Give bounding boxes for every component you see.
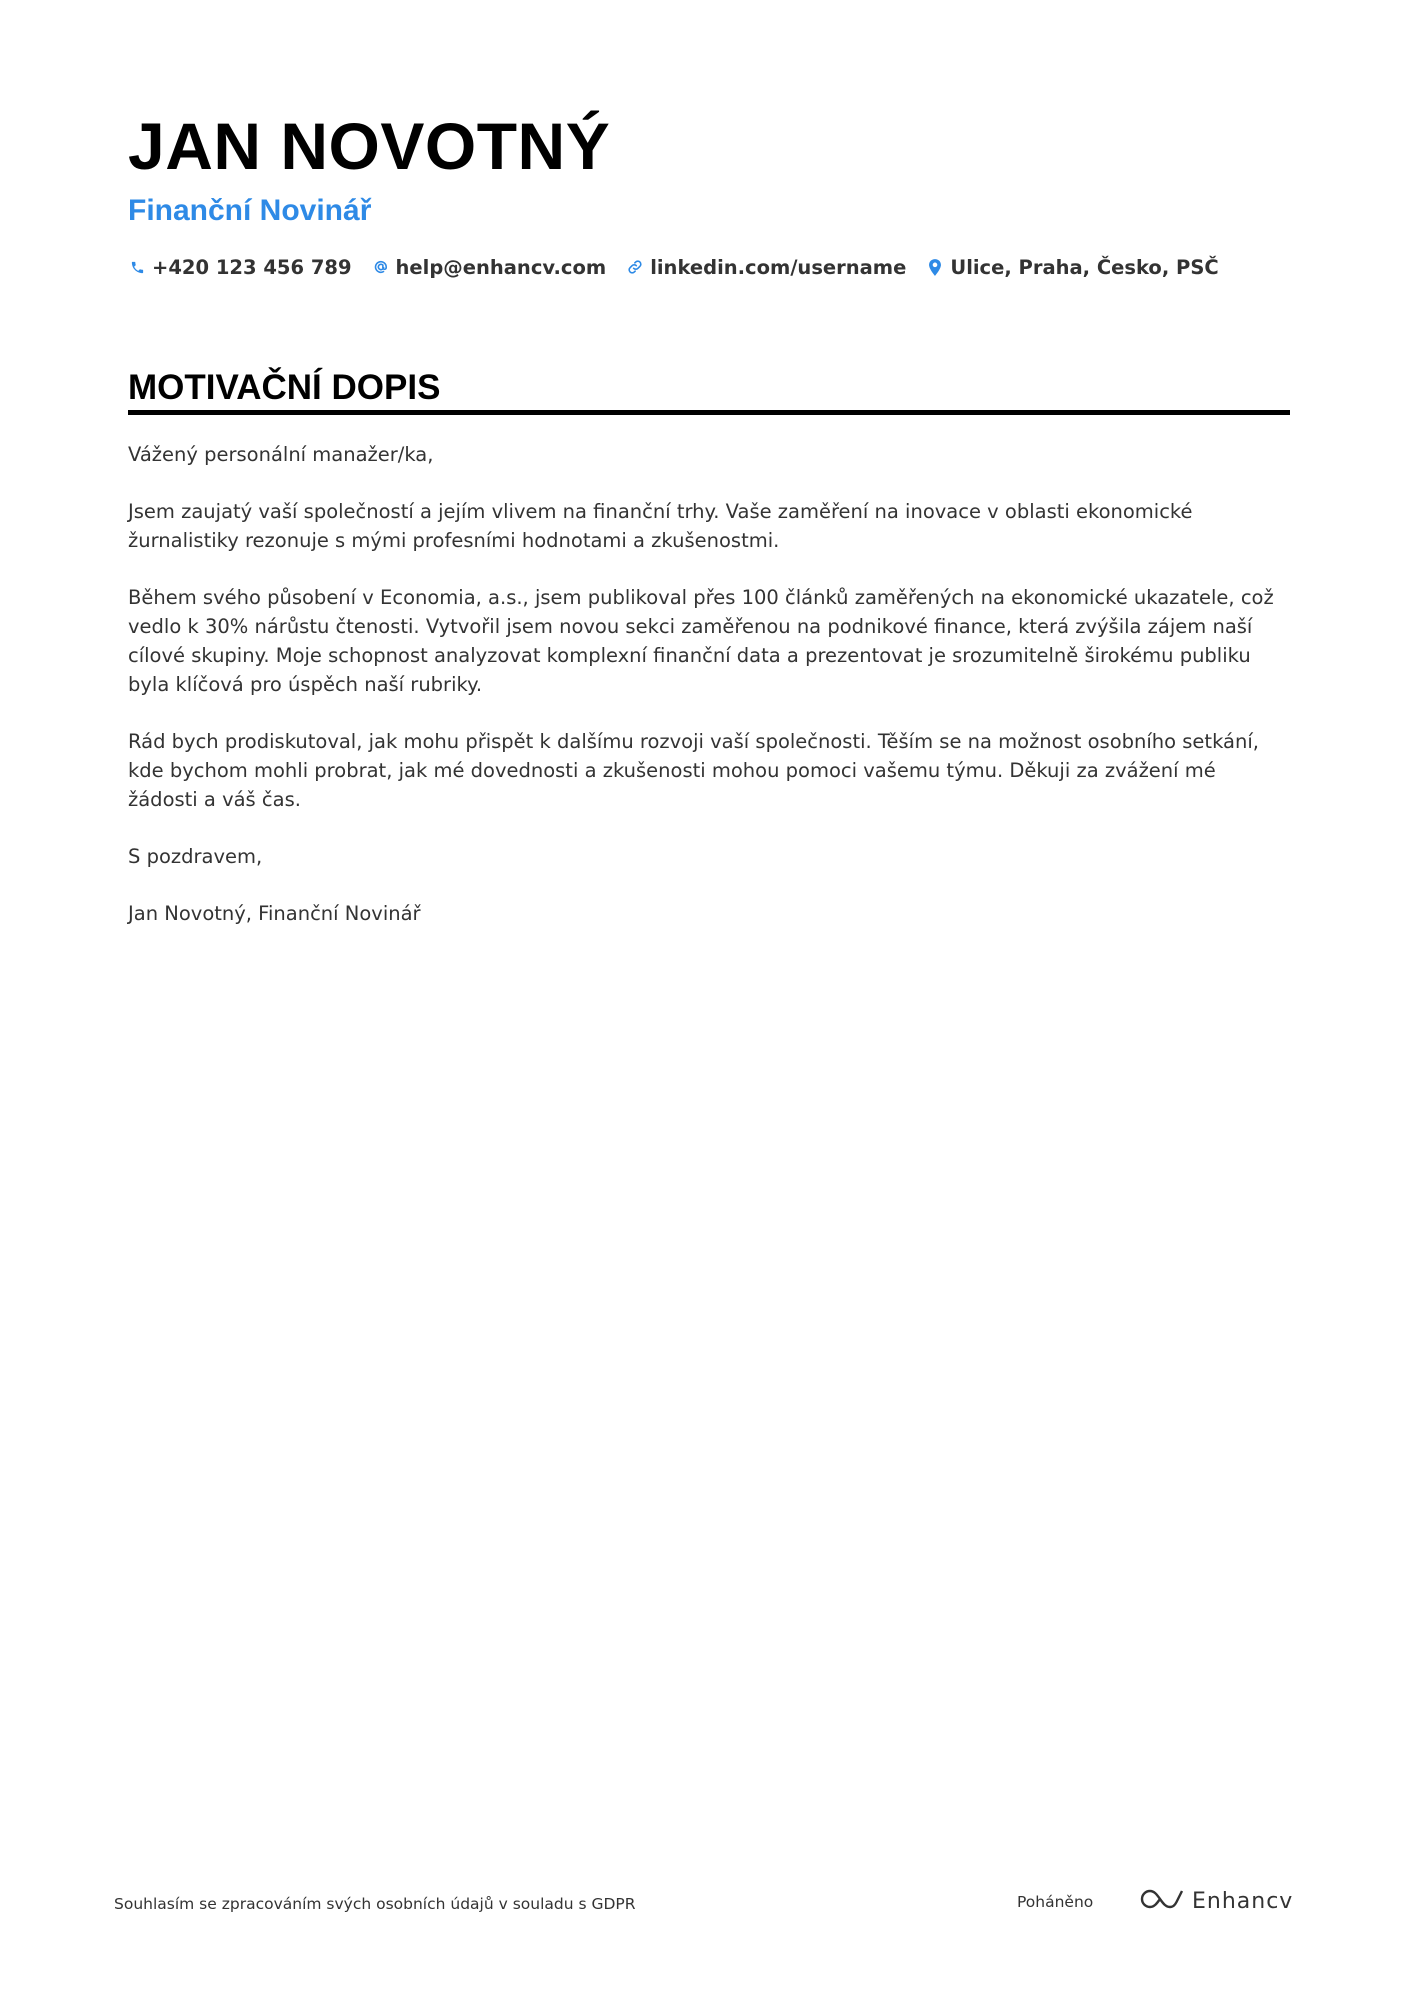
contact-email <box>372 256 607 279</box>
letter-paragraph: Během svého působení v Economia, a.s., jsem publikoval přes 100 článků zaměřených na ekonomické ukazatele, což vedlo k 30% nárůstu čtenosti. Vytvořil jsem novou sekci zaměřenou na podnikové finance, která zvýšila zájem naší cílové skupiny. Moje schopnost analyzovat komplexní finanční data a prezentovat je srozumitelně širokému publiku byla klíčová pro úspěch naší rubriky. <box>128 586 1274 696</box>
contact-email-text: help@enhancv.com <box>395 255 607 279</box>
contact-address <box>926 256 1218 279</box>
letter-greeting: Vážený personální manažer/ka, <box>128 443 434 466</box>
section-title: MOTIVAČNÍ DOPIS <box>128 368 441 407</box>
brand-wordmark: Enhancv <box>1192 1888 1294 1914</box>
applicant-name: JAN NOVOTNÝ <box>128 109 611 183</box>
contact-address-text: Ulice, Praha, Česko, PSČ <box>950 255 1219 279</box>
contact-linkedin <box>626 256 906 279</box>
at-icon <box>372 258 390 276</box>
contact-phone-text: +420 123 456 789 <box>152 255 352 279</box>
powered-by-label: Poháněno <box>1017 1893 1094 1911</box>
letter-signature: Jan Novotný, Finanční Novinář <box>128 902 421 925</box>
letter-body <box>128 440 1290 956</box>
section-divider <box>128 410 1290 415</box>
link-icon <box>626 258 644 276</box>
brand-logo[interactable] <box>1138 1887 1293 1915</box>
contact-phone <box>128 256 352 279</box>
applicant-title: Finanční Novinář <box>128 194 372 227</box>
phone-icon <box>128 258 146 276</box>
letter-paragraph: Rád bych prodiskutoval, jak mohu přispět k dalšímu rozvoji vaší společnosti. Těším se na možnost osobního setkání, kde bychom mohli probrat, jak mé dovednosti a zkušenosti mohou pomoci vašemu týmu. Děkuji za zvážení mé žádosti a váš čas. <box>128 730 1259 811</box>
letter-paragraph: Jsem zaujatý vaší společností a jejím vlivem na finanční trhy. Vaše zaměření na inovace v oblasti ekonomické žurnalistiky rezonuje s mými profesními hodnotami a zkušenostmi. <box>128 500 1193 552</box>
location-pin-icon <box>926 258 944 276</box>
contact-linkedin-text: linkedin.com/username <box>650 255 907 279</box>
enhancv-logo-icon <box>1138 1887 1184 1915</box>
contact-bar <box>128 252 1239 282</box>
letter-closing: S pozdravem, <box>128 845 263 868</box>
gdpr-consent-text: Souhlasím se zpracováním svých osobních údajů v souladu s GDPR <box>114 1895 636 1913</box>
